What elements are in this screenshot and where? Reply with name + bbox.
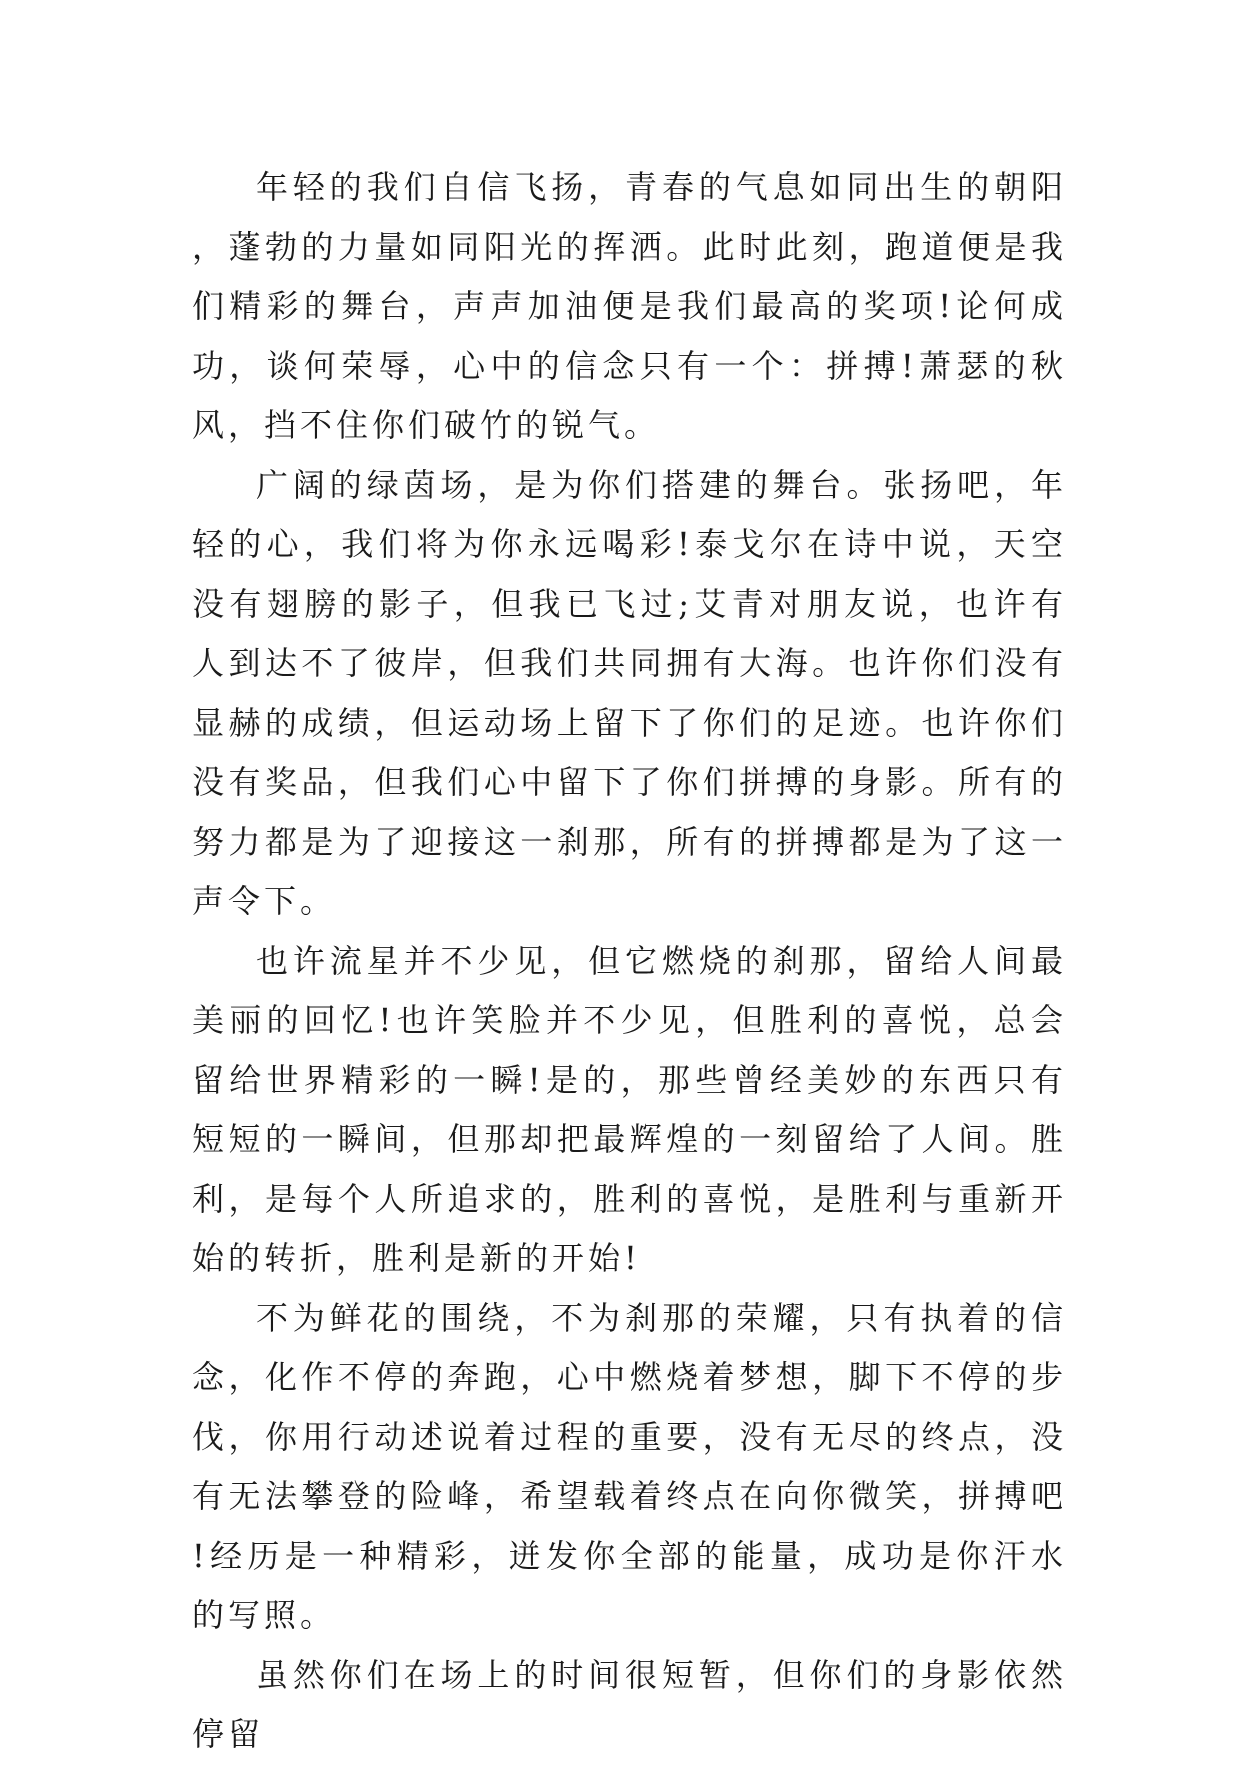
paragraph-2: 广阔的绿茵场，是为你们搭建的舞台。张扬吧，年轻的心，我们将为你永远喝彩!泰戈尔在诗中说，天空没有翅膀的影子，但我已飞过;艾青对朋友说，也许有人到达不了彼岸，但我们共同拥有大海。也许你们没有显赫的成绩，但运动场上留下了你们的足迹。也许你们没有奖品，但我们心中留下了你们拼搏的身影。所有的努力都是为了迎接这一刹那，所有的拼搏都是为了这一声令下。: [192, 465, 1067, 920]
paragraph-1: 年轻的我们自信飞扬，青春的气息如同出生的朝阳，蓬勃的力量如同阳光的挥洒。此时此刻，跑道便是我们精彩的舞台，声声加油便是我们最高的奖项!论何成功，谈何荣辱，心中的信念只有一个：拼搏!萧瑟的秋风，挡不住你们破竹的锐气。: [192, 168, 1067, 444]
paragraph-3: 也许流星并不少见，但它燃烧的刹那，留给人间最美丽的回忆!也许笑脸并不少见，但胜利的喜悦，总会留给世界精彩的一瞬!是的，那些曾经美妙的东西只有短短的一瞬间，但那却把最辉煌的一刻留给了人间。胜利，是每个人所追求的，胜利的喜悦，是胜利与重新开始的转折，胜利是新的开始!: [192, 941, 1067, 1277]
paragraph-5: 虽然你们在场上的时间很短暂，但你们的身影依然停留: [192, 1655, 1067, 1753]
document-body: [192, 158, 1067, 1765]
paragraph-4: 不为鲜花的围绕，不为刹那的荣耀，只有执着的信念，化作不停的奔跑，心中燃烧着梦想，脚下不停的步伐，你用行动述说着过程的重要，没有无尽的终点，没有无法攀登的险峰，希望载着终点在向你微笑，拼搏吧!经历是一种精彩，迸发你全部的能量，成功是你汗水的写照。: [192, 1298, 1067, 1634]
